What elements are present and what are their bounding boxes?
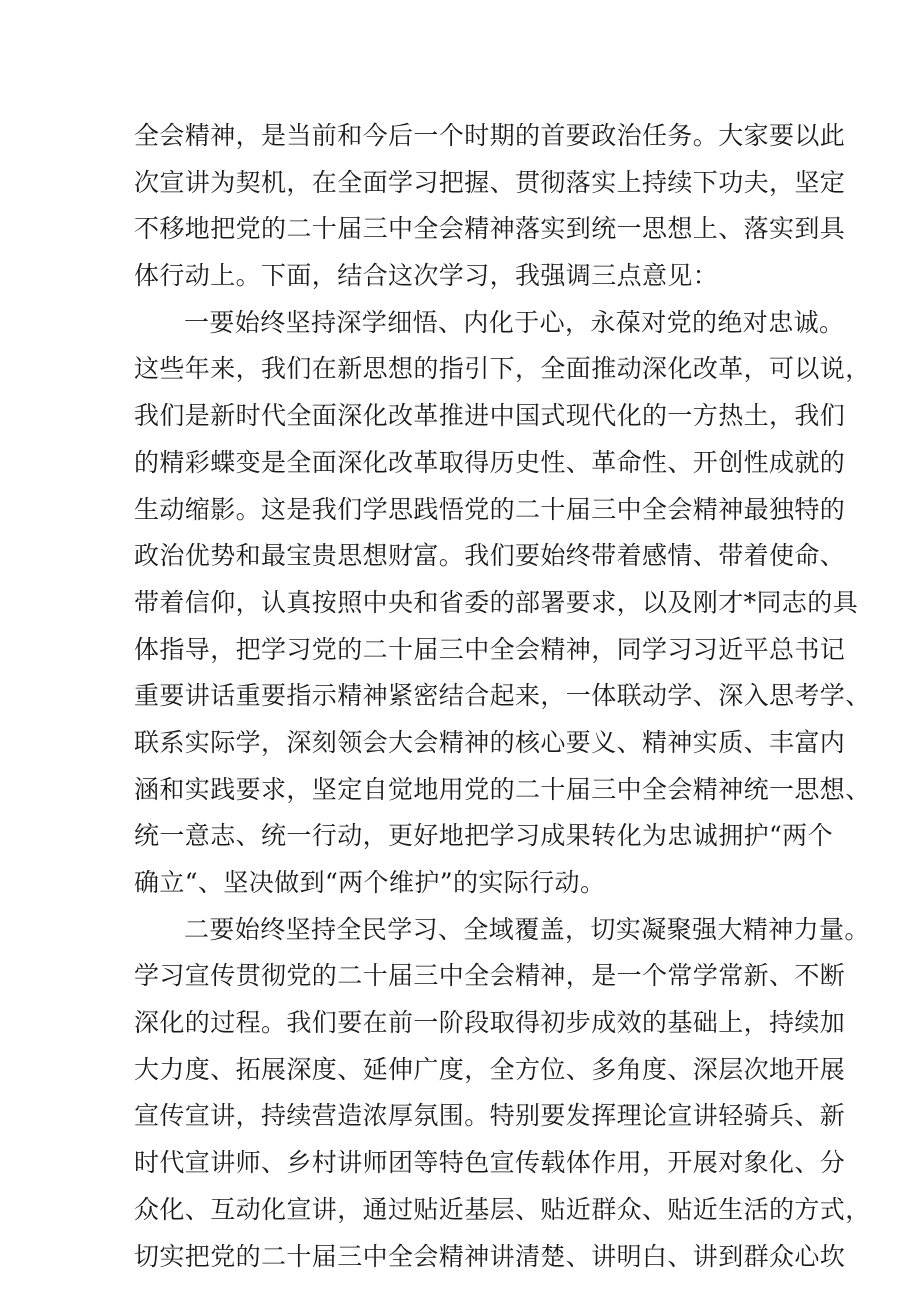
text-line: 的精彩蝶变是全面深化改革取得历史性、革命性、开创性成就的 [134,447,846,477]
text-line: 体指导，把学习党的二十届三中全会精神，同学习习近平总书记 [134,634,846,664]
text-line: 时代宣讲师、乡村讲师团等特色宣传载体作用，开展对象化、分 [134,1148,846,1178]
paragraph-heading-2: 二要始终坚持全民学习、全域覆盖，切实凝聚强大精神力量。 [184,914,870,944]
text-line: 重要讲话重要指示精神紧密结合起来，一体联动学、深入思考学、 [134,681,871,711]
text-line: 统一意志、统一行动，更好地把学习成果转化为忠诚拥护“两个 [134,821,833,851]
text-line: 宣传宣讲，持续营造浓厚氛围。特别要发挥理论宣讲轻骑兵、新 [134,1101,846,1131]
text-line: 带着信仰，认真按照中央和省委的部署要求，以及刚才*同志的具 [134,587,859,617]
text-line: 大力度、拓展深度、延伸广度，全方位、多角度、深层次地开展 [134,1054,846,1084]
text-line: 全会精神，是当前和今后一个时期的首要政治任务。大家要以此 [134,121,846,150]
text-line: 众化、互动化宣讲，通过贴近基层、贴近群众、贴近生活的方式， [134,1194,871,1224]
document-body [134,113,871,1280]
text-line: 深化的过程。我们要在前一阶段取得初步成效的基础上，持续加 [134,1008,846,1038]
text-line: 切实把党的二十届三中全会精神讲清楚、讲明白、讲到群众心坎 [134,1241,846,1271]
text-line: 这些年来，我们在新思想的指引下，全面推动深化改革，可以说， [134,354,871,384]
text-line: 次宣讲为契机，在全面学习把握、贯彻落实上持续下功夫，坚定 [134,167,846,197]
text-line: 我们是新时代全面深化改革推进中国式现代化的一方热土，我们 [134,401,846,431]
text-line: 不移地把党的二十届三中全会精神落实到统一思想上、落实到具 [134,214,846,244]
text-line: 政治优势和最宝贵思想财富。我们要始终带着感情、带着使命、 [134,541,846,571]
text-line: 涵和实践要求，坚定自觉地用党的二十届三中全会精神统一思想、 [134,774,871,804]
text-line: 确立“、坚决做到“两个维护”的实际行动。 [134,868,606,897]
paragraph-heading-1: 一要始终坚持深学细悟、内化于心，永葆对党的绝对忠诚。 [184,307,845,337]
text-line: 学习宣传贯彻党的二十届三中全会精神，是一个常学常新、不断 [134,961,846,991]
text-line: 生动缩影。这是我们学思践悟党的二十届三中全会精神最独特的 [134,494,846,524]
text-line: 联系实际学，深刻领会大会精神的核心要义、精神实质、丰富内 [134,727,846,757]
text-line: 体行动上。下面，结合这次学习，我强调三点意见： [134,261,719,291]
